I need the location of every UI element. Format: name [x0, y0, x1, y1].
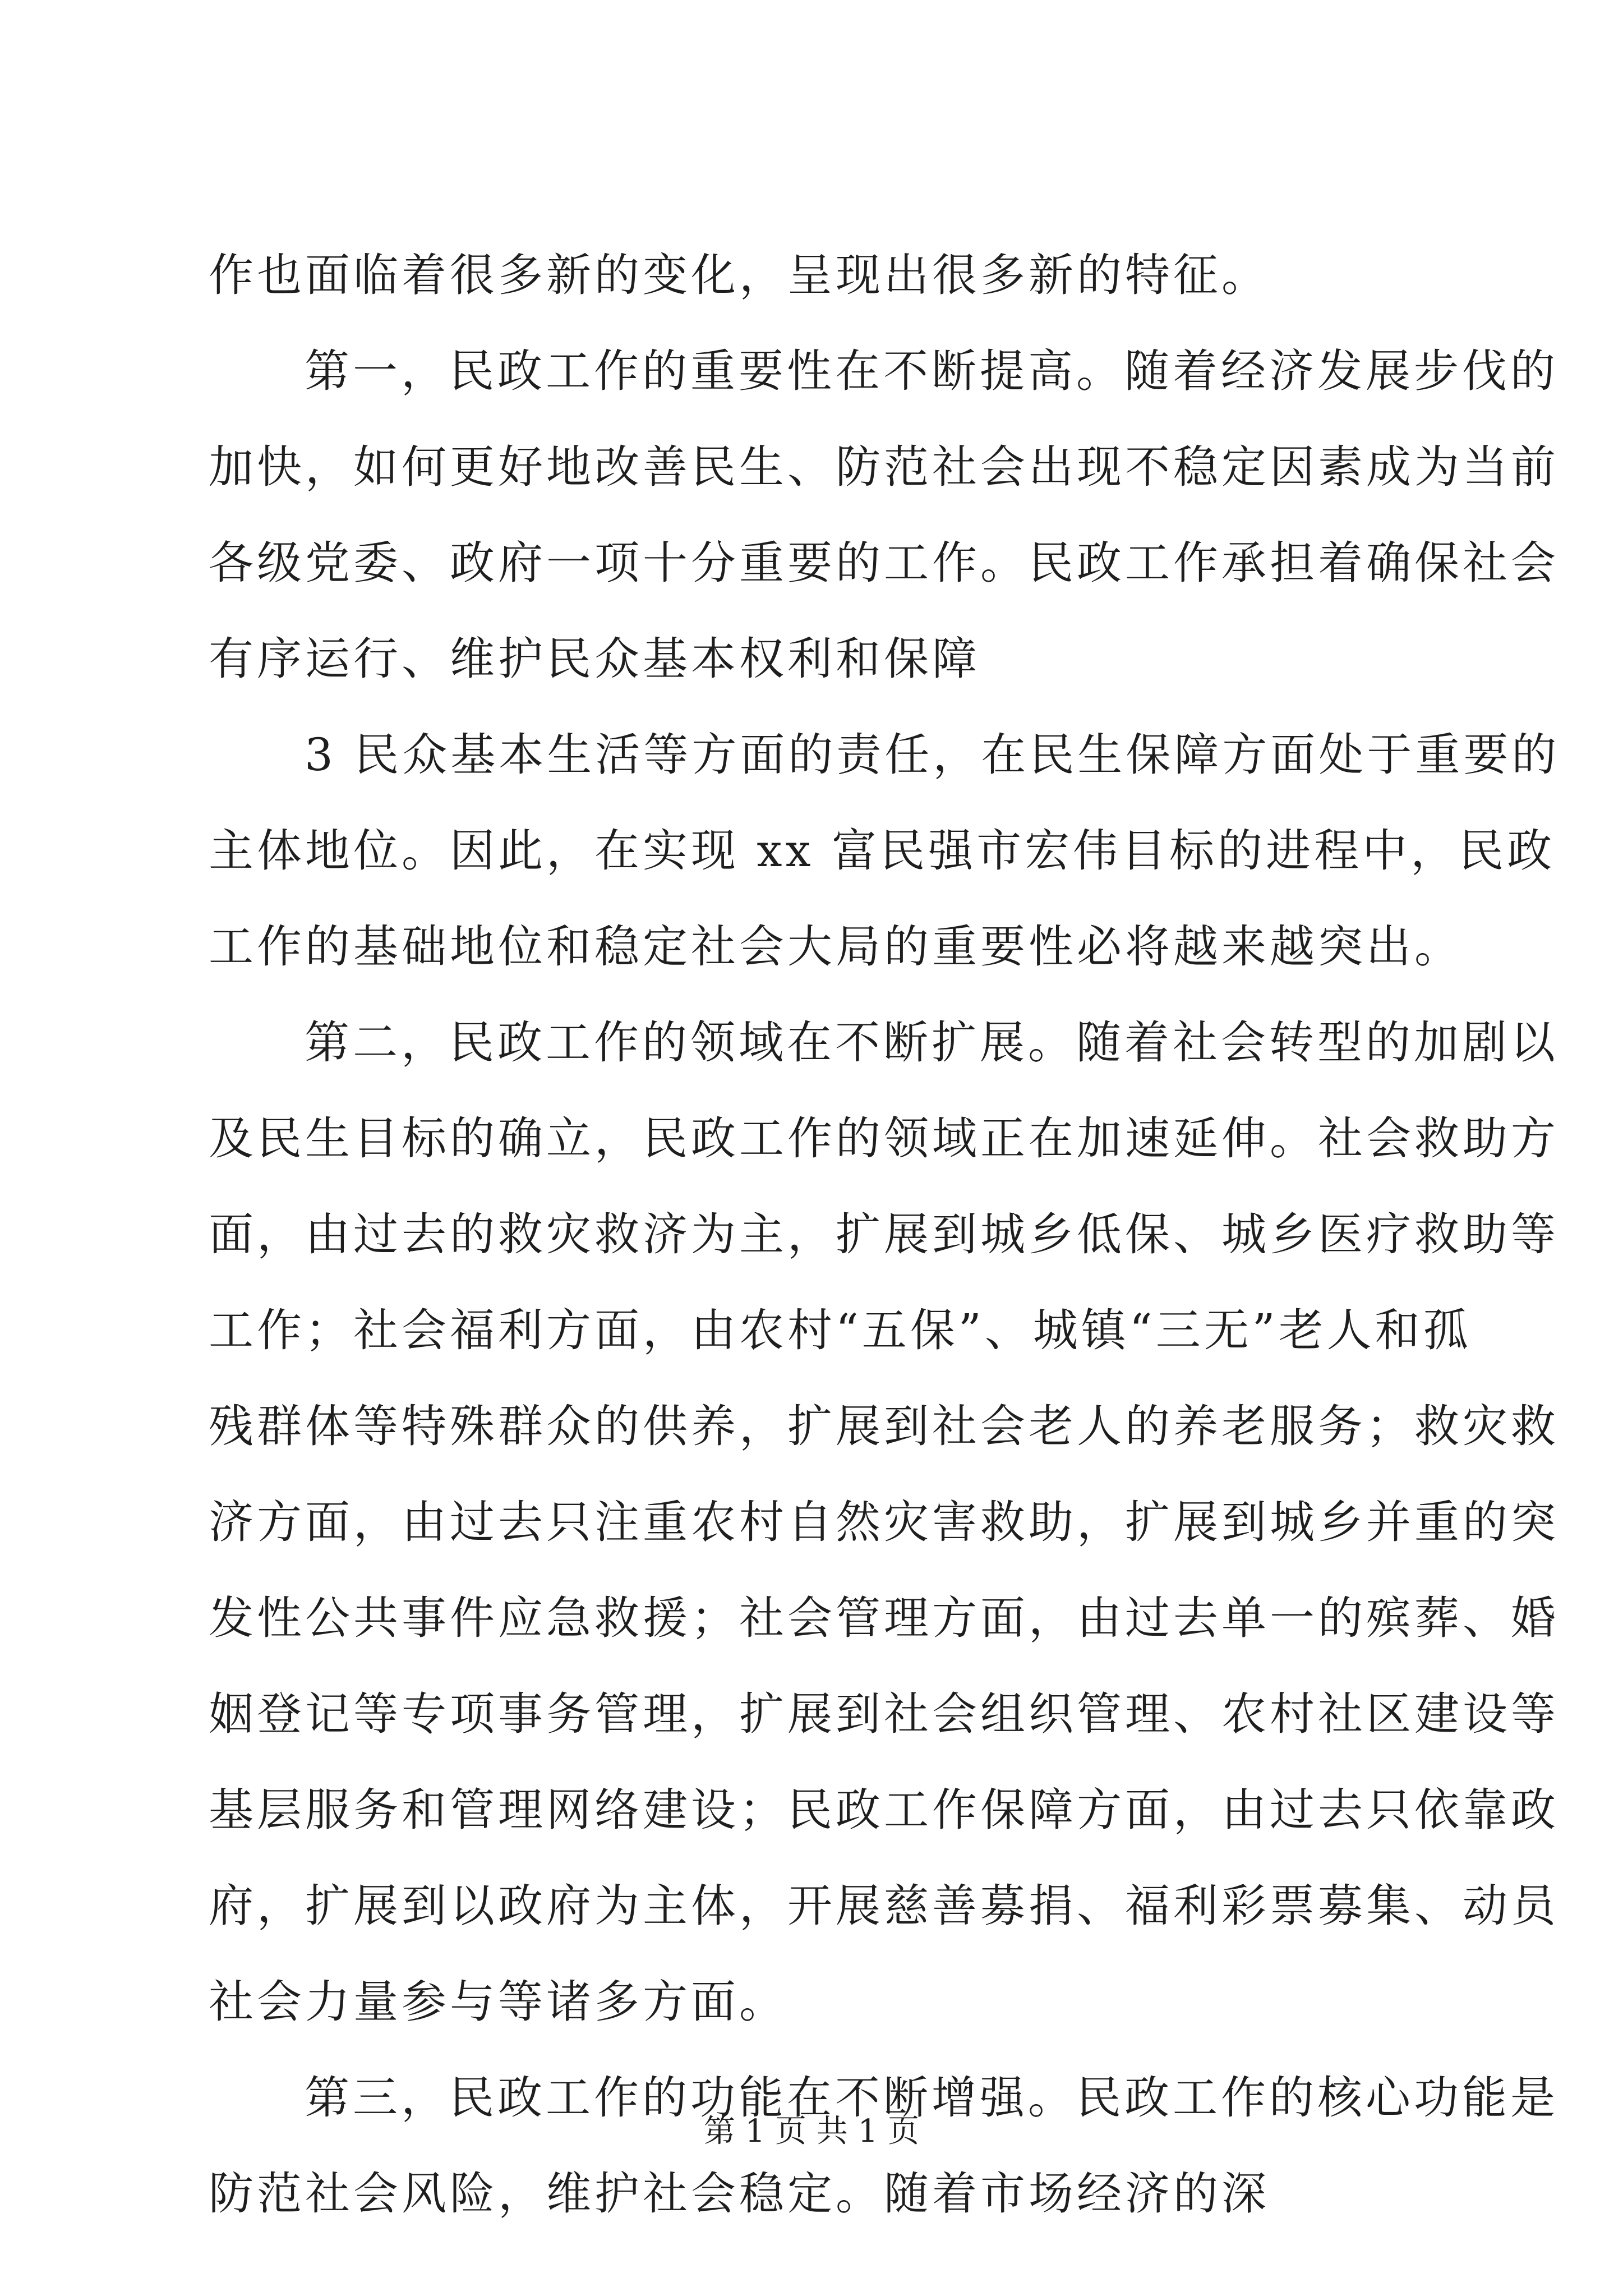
paragraph [209, 707, 1560, 995]
paragraph [209, 323, 1559, 707]
text-line: 发性公共事件应急救援；社会管理方面，由过去单一的殡葬、婚 [209, 1592, 1559, 1644]
text-line: 作也面临着很多新的变化，呈现出很多新的特征。 [209, 249, 1270, 301]
text-line: 防范社会风险，维护社会稳定。随着市场经济的深 [209, 2168, 1270, 2220]
text-line: 3 民众基本生活等方面的责任，在民生保障方面处于重要的 [305, 729, 1560, 781]
text-line: 面，由过去的救灾救济为主，扩展到城乡低保、城乡医疗救助等 [209, 1208, 1559, 1260]
text-line: 工作；社会福利方面，由农村“五保”、城镇“三无”老人和孤 [209, 1304, 1472, 1356]
text-line: 有序运行、维护民众基本权利和保障 [209, 633, 980, 685]
text-line: 济方面，由过去只注重农村自然灾害救助，扩展到城乡并重的突 [209, 1496, 1559, 1548]
paragraph [209, 995, 1559, 2050]
document-body [209, 227, 1560, 2242]
text-line: 姻登记等专项事务管理，扩展到社会组织管理、农村社区建设等 [209, 1688, 1559, 1740]
text-line: 工作的基础地位和稳定社会大局的重要性必将越来越突出。 [209, 921, 1463, 973]
text-line: 基层服务和管理网络建设；民政工作保障方面，由过去只依靠政 [209, 1784, 1559, 1836]
text-line: 及民生目标的确立，民政工作的领域正在加速延伸。社会救助方 [209, 1112, 1559, 1165]
text-line: 府，扩展到以政府为主体，开展慈善募捐、福利彩票募集、动员 [209, 1880, 1559, 1932]
paragraph [209, 227, 1414, 323]
text-line: 各级党委、政府一项十分重要的工作。民政工作承担着确保社会 [209, 537, 1559, 589]
text-line: 第一，民政工作的重要性在不断提高。随着经济发展步伐的 [305, 345, 1559, 397]
text-line: 第三，民政工作的功能在不断增强。民政工作的核心功能是 [305, 2072, 1559, 2124]
page-footer: 第 1 页 共 1 页 [703, 2113, 920, 2150]
text-line: 主体地位。因此，在实现 xx 富民强市宏伟目标的进程中，民政 [209, 825, 1556, 877]
text-line: 残群体等特殊群众的供养，扩展到社会老人的养老服务；救灾救 [209, 1400, 1559, 1452]
text-line: 社会力量参与等诸多方面。 [209, 1976, 787, 2028]
text-line: 加快，如何更好地改善民生、防范社会出现不稳定因素成为当前 [209, 441, 1559, 493]
text-line: 第二，民政工作的领域在不断扩展。随着社会转型的加剧以 [305, 1016, 1559, 1069]
